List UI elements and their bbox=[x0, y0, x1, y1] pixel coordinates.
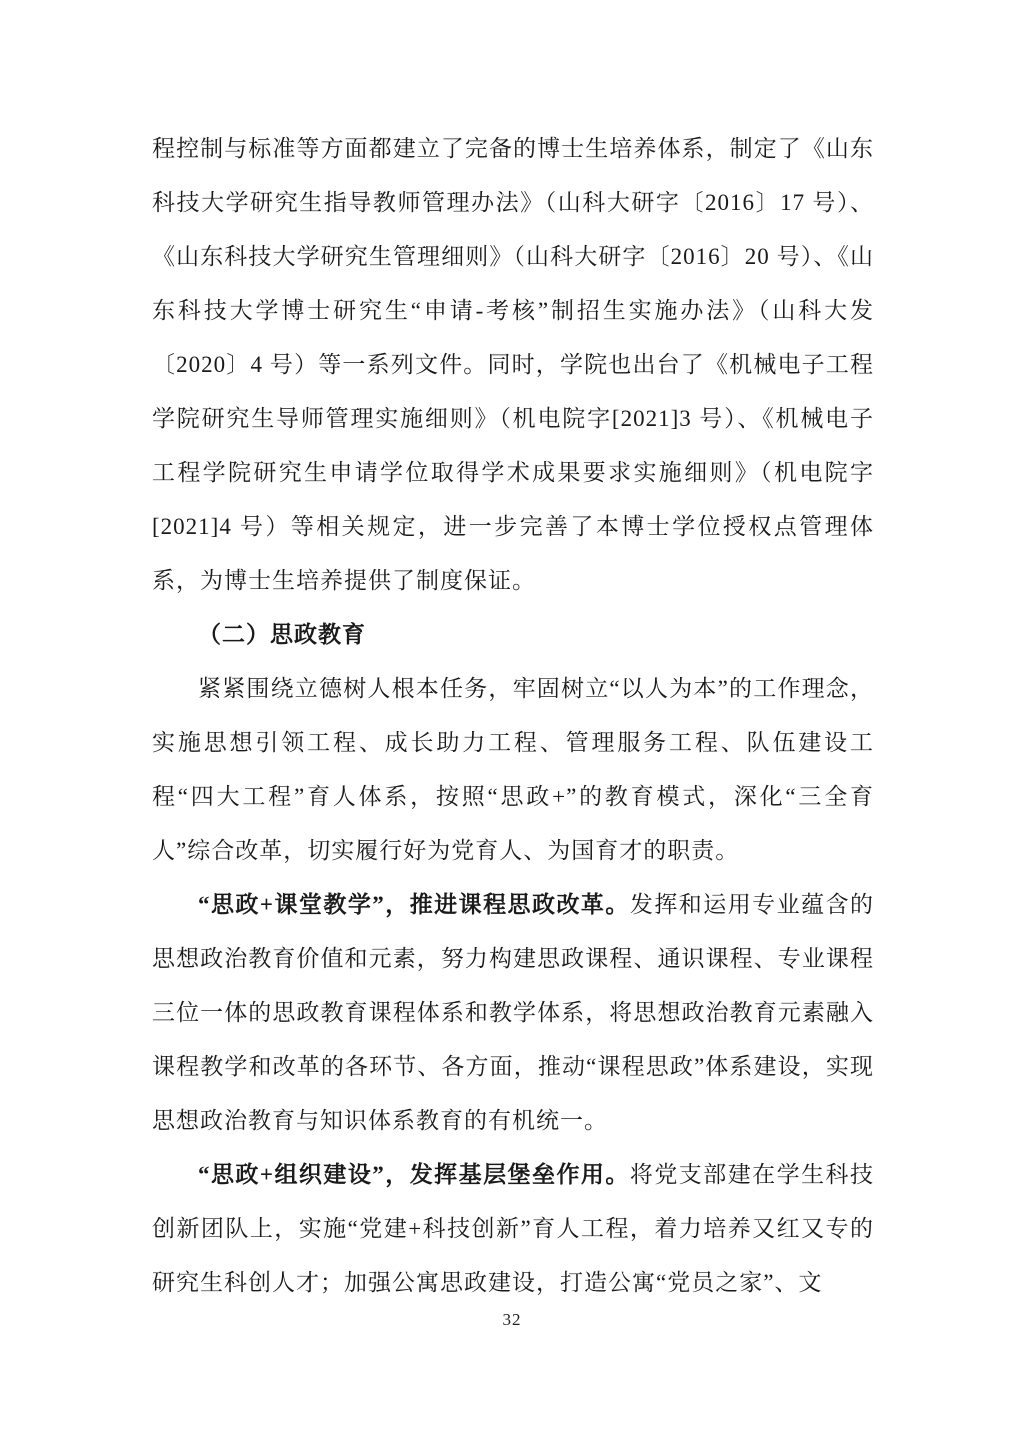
bold-text-segment: “思政+组织建设”，发挥基层堡垒作用。 bbox=[198, 1162, 630, 1187]
bold-text-segment: （二）思政教育 bbox=[198, 622, 366, 647]
paragraph bbox=[152, 122, 874, 608]
text-segment: 发挥和运用专业蕴含的思想政治教育价值和元素，努力构建思政课程、通识课程、专业课程三位一体的思政教育课程体系和教学体系，将思想政治教育元素融入课程教学和改革的各环节、各方面，推动“课程思政”体系建设，实现思想政治教育与知识体系教育的有机统一。 bbox=[152, 892, 875, 1133]
page-number: 32 bbox=[502, 1310, 522, 1329]
text-segment: 程控制与标准等方面都建立了完备的博士生培养体系，制定了《山东科技大学研究生指导教师管理办法》（山科大研字〔2016〕17 号）、《山东科技大学研究生管理细则》（山科大研字〔2016〕20 号）、《山东科技大学博士研究生“申请-考核”制招生实施办法》（山科大发〔2020〕4 号）等一系列文件。同时，学院也出台了《机械电子工程学院研究生导师管理实施细则》（机电院字[2021]3 号）、《机械电子工程学院研究生申请学位取得学术成果要求实施细则》（机电院字[2021]4 号）等相关规定，进一步完善了本博士学位授权点管理体系，为博士生培养提供了制度保证。 bbox=[152, 136, 874, 593]
section-heading bbox=[152, 608, 874, 662]
document-body bbox=[152, 122, 874, 1310]
paragraph bbox=[152, 1148, 874, 1310]
text-segment: 将党支部建在学生科技创新团队上，实施“党建+科技创新”育人工程，着力培养又红又专的研究生科创人才；加强公寓思政建设，打造公寓“党员之家”、文 bbox=[152, 1162, 875, 1295]
paragraph bbox=[152, 878, 874, 1148]
paragraph bbox=[152, 662, 874, 878]
text-segment: 紧紧围绕立德树人根本任务，牢固树立“以人为本”的工作理念，实施思想引领工程、成长助力工程、管理服务工程、队伍建设工程“四大工程”育人体系，按照“思政+”的教育模式，深化“三全育人”综合改革，切实履行好为党育人、为国育才的职责。 bbox=[152, 676, 874, 863]
bold-text-segment: “思政+课堂教学”，推进课程思政改革。 bbox=[198, 892, 630, 917]
